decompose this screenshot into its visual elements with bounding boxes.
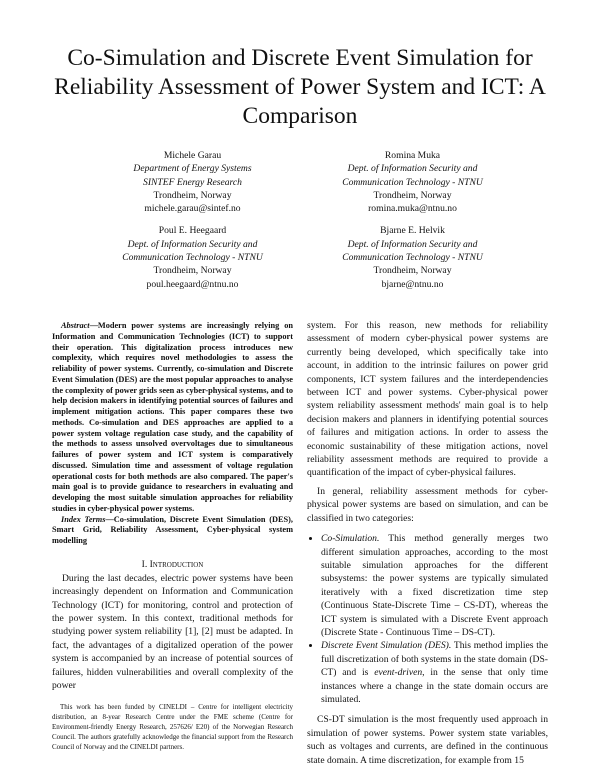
author-email: michele.garau@sintef.no — [144, 203, 241, 215]
list-item — [321, 639, 548, 706]
list-term: Co-Simulation. — [321, 533, 380, 545]
index-terms-text: —Co-simulation, Discrete Event Simulation (DES), Smart Grid, Reliability Assessment, Cyber-physical system modelling — [52, 514, 293, 545]
author-affiliation: Dept. of Information Security and — [347, 238, 478, 250]
author-name: Romina Muka — [384, 150, 441, 161]
index-terms — [52, 515, 293, 547]
abstract-label: Abstract — [61, 321, 90, 330]
bullet-list — [307, 532, 548, 706]
paragraph: In general, reliability assessment methods for cyber-physical power systems are based on simulation, and can be classified in two categories: — [307, 485, 548, 524]
paragraph: CS-DT simulation is the most frequently used approach in simulation of power systems. Power system state variables, such as voltages and currents, are defined in the continuous state domain. A time discretization, for example from 15 — [307, 714, 548, 766]
abstract-text: —Modern power systems are increasingly relying on Information and Communication Technologies (ICT) to support their operation. This digitalization process introduces new complexity, which requires novel methodologies to assess the reliability of power systems. Currently, co-simulation and Discrete Event Simulation (DES) are the most popular approaches to analyse the complexity of power grids seen as cyber-physical systems, and to help decision makers in identifying potential sources of failures and implement mitigation actions. This paper compares these two methods. Co-simulation and DES approaches are applied to a power system voltage regulation case study, and the capability of the methods to assess unsolved overvoltages due to simultaneous failures of power system and ICT system is comparatively discussed. Simulation time and assessment of voltage regulation operational costs for both methods are also compared. The paper's main goal is to provide guidance to researchers in evaluating and developing the most suitable simulation approaches for reliability studies in cyber-physical power systems. — [52, 321, 293, 513]
author-email: romina.muka@ntnu.no — [368, 203, 457, 215]
author-block — [83, 149, 303, 215]
author-name: Michele Garau — [163, 150, 222, 161]
footnote: This work has been funded by CINELDI – Centre for intelligent electricity distribution, an 8-year Research Centre under the FME scheme (Centre for Environment-friendly Energy Research, 257626/ E20) of the Norwegian Research Council. The authors gratefully acknowledge the financial support from the Research Council of Norway and the CINELDI partners. — [52, 703, 293, 752]
author-affiliation: Department of Energy Systems — [133, 163, 252, 175]
author-city: Trondheim, Norway — [153, 189, 232, 201]
list-emphasis: event-driven — [374, 667, 423, 679]
author-email: poul.heegaard@ntnu.no — [146, 278, 239, 290]
left-column — [52, 321, 293, 752]
paragraph: During the last decades, electric power systems have been increasingly dependent on Information and Communication Technology (ICT) for monitoring, control and protection of the power system. In this context, traditional methods for studying power system reliability [1], [2] must be adapted. In fact, the advantages of a digitalized operation of the power system is accompanied by an increase of potential sources of failures, hidden vulnerabilities and overall complexity of the power — [52, 572, 293, 691]
list-item — [321, 532, 548, 639]
author-name: Poul E. Heegaard — [158, 225, 227, 237]
list-text: , in the sense that only time instances where a change in the state domain occurs are simulated. — [321, 667, 548, 705]
author-grid — [83, 149, 518, 291]
list-text: This method generally merges two different simulation approaches, according to the most suitable simulation approaches for the different subsystems: the power systems are typically simulated iteratively with a fixed discretization time step (Continuous State-Discrete Time – CS-DT), whereas the ICT system is simulated with a Discrete Event approach (Discrete State - Continuous Time – DS-CT). — [321, 533, 548, 638]
author-affiliation: Dept. of Information Security and — [347, 163, 478, 175]
author-affiliation: Communication Technology - NTNU — [342, 176, 483, 188]
author-city: Trondheim, Norway — [153, 265, 232, 277]
author-block — [303, 149, 523, 215]
paper-title: Co-Simulation and Discrete Event Simulation for Reliability Assessment of Power System and ICT: A Comparison — [54, 45, 546, 129]
list-term: Discrete Event Simulation (DES). — [321, 640, 452, 652]
author-affiliation: Dept. of Information Security and — [127, 238, 258, 250]
author-block — [83, 224, 303, 290]
author-name: Bjarne E. Helvik — [380, 225, 445, 237]
author-affiliation: SINTEF Energy Research — [143, 176, 242, 188]
author-affiliation: Communication Technology - NTNU — [342, 252, 483, 264]
author-affiliation: Communication Technology - NTNU — [122, 252, 263, 264]
paragraph: system. For this reason, new methods for reliability assessment of modern cyber-physical power systems are currently being developed, which specifically take into account, in addition to the intrinsic failures on power grid components, ICT system failures and the interdependencies between ICT and power systems. Cyber-physical power system reliability assessment methods' main goal is to help decision makers and planners in identifying potential sources of failures and mitigation actions. In order to assess the economic sustainability of these mitigation actions, novel reliability assessment methods are required to provide a quantification of the impact of cyber-physical failures. — [307, 320, 548, 479]
list-text: This method implies the full discretization of both systems in the state domain (DS-CT) and is — [321, 640, 548, 679]
index-terms-label: Index Terms — [61, 514, 106, 524]
abstract — [52, 321, 293, 515]
author-email: bjarne@ntnu.no — [381, 278, 444, 290]
author-city: Trondheim, Norway — [373, 265, 452, 277]
paper-header — [20, 44, 580, 291]
author-city: Trondheim, Norway — [373, 189, 452, 201]
section-heading: I. Introduction — [141, 558, 204, 570]
author-block — [303, 224, 523, 290]
right-column — [307, 319, 548, 767]
